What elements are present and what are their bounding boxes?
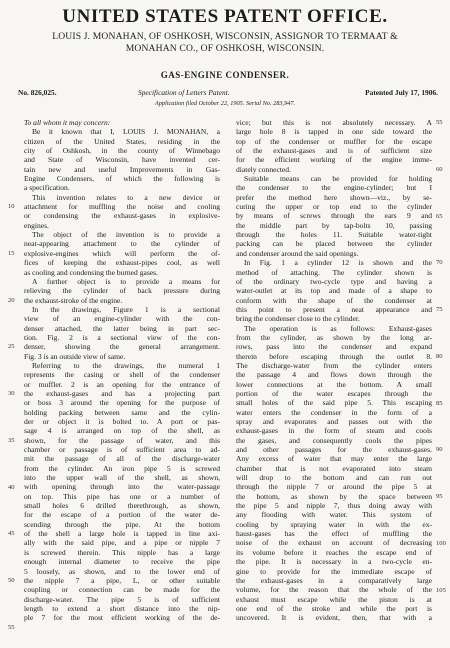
application-filed: Application filed October 22, 1905. Serial No. 283,947. xyxy=(154,100,296,107)
margin-line-number: 75 xyxy=(436,306,443,313)
text-line: bring the condenser close to the cylinder. xyxy=(236,314,360,324)
text-line: haust-gases has the effect of muffling the xyxy=(236,529,432,539)
margin-line-number: 25 xyxy=(8,343,15,351)
text-line: In Fig. 1 a cylinder 12 is shown and the xyxy=(244,258,432,268)
text-line: The discharge-water from the cylinder enters xyxy=(236,360,432,370)
text-line: view of an engine-cylinder with the con- xyxy=(24,314,220,324)
text-line: city of Oshkosh, in the county of Winnebago xyxy=(24,146,220,156)
text-line: method of attaching. The cylinder shown is xyxy=(236,267,432,277)
text-line: the exhaust-gases and has a projecting part xyxy=(24,388,220,398)
right-text-column xyxy=(236,118,432,623)
margin-line-number: 100 xyxy=(436,539,446,547)
text-line: and condenser around the said openings. xyxy=(236,248,359,258)
text-line: a specification. xyxy=(24,183,70,193)
margin-line-number: 40 xyxy=(8,483,15,491)
patented-date: Patented July 17, 1906. xyxy=(365,88,438,97)
text-line: Engine Condensers, of which the following is xyxy=(24,174,220,184)
text-line: small holes 6 drilled therethrough, as shown, xyxy=(24,501,220,511)
text-line: vice; but this is not absolutely necessary. A xyxy=(236,118,432,127)
text-line: the pipe 5 and nipple 7, thus doing away with xyxy=(236,501,432,511)
margin-line-number: 95 xyxy=(436,493,443,500)
margin-line-number: 90 xyxy=(436,446,443,454)
margin-line-number: 55 xyxy=(8,623,15,631)
text-line: discharge-water. The pipe 5 is of sufficient xyxy=(24,594,220,604)
text-line: or muffler. 2 is an opening for the entrance of xyxy=(24,379,220,389)
text-line: water enters the condenser in the form of a xyxy=(236,407,432,417)
text-line: diately connected. xyxy=(236,164,291,174)
text-line: conform with the shape of the condenser at xyxy=(236,295,432,305)
text-line: represents the casing or shell of the condenser xyxy=(24,370,220,380)
text-line: through the nipple 7 or around the pipe 5 at xyxy=(236,482,432,492)
text-line: Fig. 3 is an outside view of same. xyxy=(24,351,126,361)
text-line: 5 loosely, as shown, and to the lower end of xyxy=(24,566,220,576)
text-line: therein before escaping through the outlet 8. xyxy=(236,351,432,361)
text-line: one end of the stroke and while the port is xyxy=(236,603,432,613)
text-line: exhaust must escape while the piston is at xyxy=(236,594,432,604)
text-line: the bottom, as shown by the space between xyxy=(236,491,432,501)
text-line: To all whom it may concern: xyxy=(24,118,111,127)
text-line: and State of Wisconsin, have invented cer- xyxy=(24,155,220,165)
patent-meta xyxy=(18,88,438,98)
text-line: citizen of the United States, residing in the xyxy=(24,136,220,146)
text-line: through the holes 11. Suitable water-tight xyxy=(236,230,432,240)
text-line: Be it known that I, LOUIS J. MONAHAN, a xyxy=(32,127,220,137)
text-line: small holes of the said pipe 5. This escaping xyxy=(236,398,432,408)
text-line: curing the upper or top end to the cylinder xyxy=(236,202,432,212)
text-line: this point to present a neat appearance and xyxy=(236,304,432,314)
text-line: packing can be placed between the cylinder xyxy=(236,239,432,249)
text-line: rows, pass into the condenser and expand xyxy=(236,342,432,352)
text-line: length to extend a short distance into the nip- xyxy=(24,603,220,613)
margin-line-number: 70 xyxy=(436,259,443,267)
text-line: of the shell a large hole is tapped in line axi- xyxy=(24,529,220,539)
text-line: explosive-engines which will perform the of- xyxy=(24,248,220,258)
text-line: denser attached, the latter being in part sec- xyxy=(24,323,220,333)
text-line: on top. This pipe has one or a number of xyxy=(24,491,220,501)
text-line: uncovered. It is evident, then, that with a xyxy=(236,613,432,623)
text-line: for the escape of a portion of the water de- xyxy=(24,510,220,520)
specification-label: Specification of Letters Patent. xyxy=(138,88,230,97)
text-line: the exhaust-stroke of the engine. xyxy=(24,295,123,305)
margin-line-number: 50 xyxy=(8,577,15,585)
text-line: denser, showing the general arrangement. xyxy=(24,342,220,352)
text-line: into the upper wall of the shell, as shown, xyxy=(24,473,220,483)
text-line: Referring to the drawings, the numeral 1 xyxy=(32,360,220,370)
text-line: of the exhaust-gases and is of sufficient size xyxy=(236,146,432,156)
text-line: A further object is to provide a means for xyxy=(32,276,220,286)
margin-line-number: 55 xyxy=(436,119,443,126)
text-line: or condensing the exhaust-gases in explosive- xyxy=(24,211,220,221)
margin-line-number: 80 xyxy=(436,352,443,360)
text-line: portion of the water escapes through the xyxy=(236,388,432,398)
text-line: from the cylinder. An iron pipe 5 is screwed xyxy=(24,463,220,473)
text-line: sage 4 is arranged on top of the shell, as xyxy=(24,426,220,436)
text-line: the exhaust-gases in a comparatively large xyxy=(236,575,432,585)
text-line: spray and evaporates and passes out with the xyxy=(236,417,432,426)
inventor-line-2: MONAHAN CO., OF OSHKOSH, WISCONSIN. xyxy=(125,43,325,54)
text-line: coupling or connection can be made for the xyxy=(24,585,220,595)
text-line: and other passages for the exhaust-gases. xyxy=(236,445,432,455)
text-line: top of the condenser or muffler for the escape xyxy=(236,136,432,146)
text-line: neat-appearing attachment to the cylinder of xyxy=(24,239,220,249)
text-line: its volume before it reaches the escape end of xyxy=(236,547,432,557)
text-line: large hole 8 is tapped in one side toward the xyxy=(236,127,432,137)
text-line: holding packing between same and the cylin- xyxy=(24,407,220,417)
text-line: exhaust-gases in the form of steam and cools xyxy=(236,426,432,436)
inventor-line-1: LOUIS J. MONAHAN, OF OSHKOSH, WISCONSIN, ASSIGNOR TO TERMAAT & xyxy=(52,31,398,42)
text-line: of the ordinary two-cycle type and having a xyxy=(236,276,432,286)
left-text-column xyxy=(24,118,220,623)
text-line: Any excess of water that may enter the large xyxy=(236,454,432,464)
text-line: any flooding with water. This system of xyxy=(236,510,432,520)
text-line: the middle part by tap-bolts 10, passing xyxy=(236,220,432,230)
text-line: ple 7 for the most efficient working of the de- xyxy=(24,613,220,623)
text-line: engines. xyxy=(24,220,49,230)
text-line: as cooling and condensing the burned gases. xyxy=(24,267,158,277)
text-line: mit the passage of all of the discharge-water xyxy=(24,454,220,464)
invention-title: GAS-ENGINE CONDENSER. xyxy=(160,70,290,80)
text-line: lower connections at the bottom. A small xyxy=(236,379,432,389)
text-line: In the drawings, Figure 1 is a sectional xyxy=(32,304,220,314)
text-line: relieving the cylinder of back pressure during xyxy=(24,286,220,296)
text-line: enough internal diameter to receive the pipe xyxy=(24,557,220,567)
text-line: the gases, and consequently cools the pipes xyxy=(236,435,432,445)
inventor-assignee xyxy=(10,31,440,55)
text-line: is screwed therein. This nipple has a large xyxy=(24,547,220,557)
text-line: will drop to the bottom and can run out xyxy=(236,473,432,483)
patent-office-heading: UNITED STATES PATENT OFFICE. xyxy=(62,6,388,27)
margin-line-number: 15 xyxy=(8,249,15,257)
text-line: cooling by spraying water in with the ex- xyxy=(236,519,432,529)
margin-line-number: 85 xyxy=(436,399,443,407)
text-line: or boss 3 around the opening for the purpose of xyxy=(24,398,220,408)
text-line: der or object it is bolted to. A port or pas- xyxy=(24,417,220,426)
patent-number: No. 826,025. xyxy=(18,88,57,97)
text-line: The operation is as follows: Exhaust-gases xyxy=(244,323,432,333)
text-line: This invention relates to a new device or xyxy=(32,192,220,202)
margin-line-number: 35 xyxy=(8,436,15,444)
text-line: the condenser to the engine-cylinder; but I xyxy=(236,183,432,193)
text-line: the nipple 7 a pipe, L, or other suitable xyxy=(24,575,220,585)
text-line: chamber that is not evaporated into steam xyxy=(236,463,432,473)
text-line: from the cylinder, as shown by the long ar- xyxy=(236,332,432,342)
margin-line-number: 105 xyxy=(436,586,446,594)
text-line: tain new and useful Improvements in Gas- xyxy=(24,164,220,174)
text-line: noise of the exhaust on account of decreasing xyxy=(236,538,432,548)
text-line: prefer the method here shown—viz., by se- xyxy=(236,192,432,202)
text-line: for the efficient working of the engine imme- xyxy=(236,155,432,165)
margin-line-number: 65 xyxy=(436,212,443,220)
text-line: by means of screws through the ears 9 and xyxy=(236,211,432,221)
text-line: attachment for muffling the noise and cooling xyxy=(24,202,220,212)
text-line: volume, for the reason that the whole of the xyxy=(236,585,432,595)
margin-line-number: 45 xyxy=(8,530,15,538)
text-line: ally with the said pipe, and a pipe or nipple 7 xyxy=(24,538,220,548)
text-line: the passage 4 and flows down through the xyxy=(236,370,432,380)
margin-line-number: 30 xyxy=(8,390,15,398)
margin-line-number: 20 xyxy=(8,296,15,304)
margin-line-number: 10 xyxy=(8,203,15,211)
margin-line-number: 60 xyxy=(436,165,443,173)
text-line: The object of the invention is to provide a xyxy=(32,230,220,240)
text-line: fices of keeping the exhaust-pipes cool, as well xyxy=(24,258,220,268)
text-line: water-outlet at its top and made of a shape to xyxy=(236,286,432,296)
text-line: with opening through into the water-passage xyxy=(24,482,220,492)
text-line: gine to provide for the immediate escape of xyxy=(236,566,432,576)
text-line: Suitable means can be provided for holding xyxy=(244,174,432,184)
text-line: chamber or passage is of sufficient area to ad- xyxy=(24,445,220,455)
text-line: the pipe. It is necessary in a two-cycle en- xyxy=(236,557,432,567)
text-line: shown, for the passage of water, and this xyxy=(24,435,220,445)
text-line: tion. Fig. 2 is a sectional view of the con- xyxy=(24,332,220,342)
text-line: scending through the pipe. At the bottom xyxy=(24,519,220,529)
